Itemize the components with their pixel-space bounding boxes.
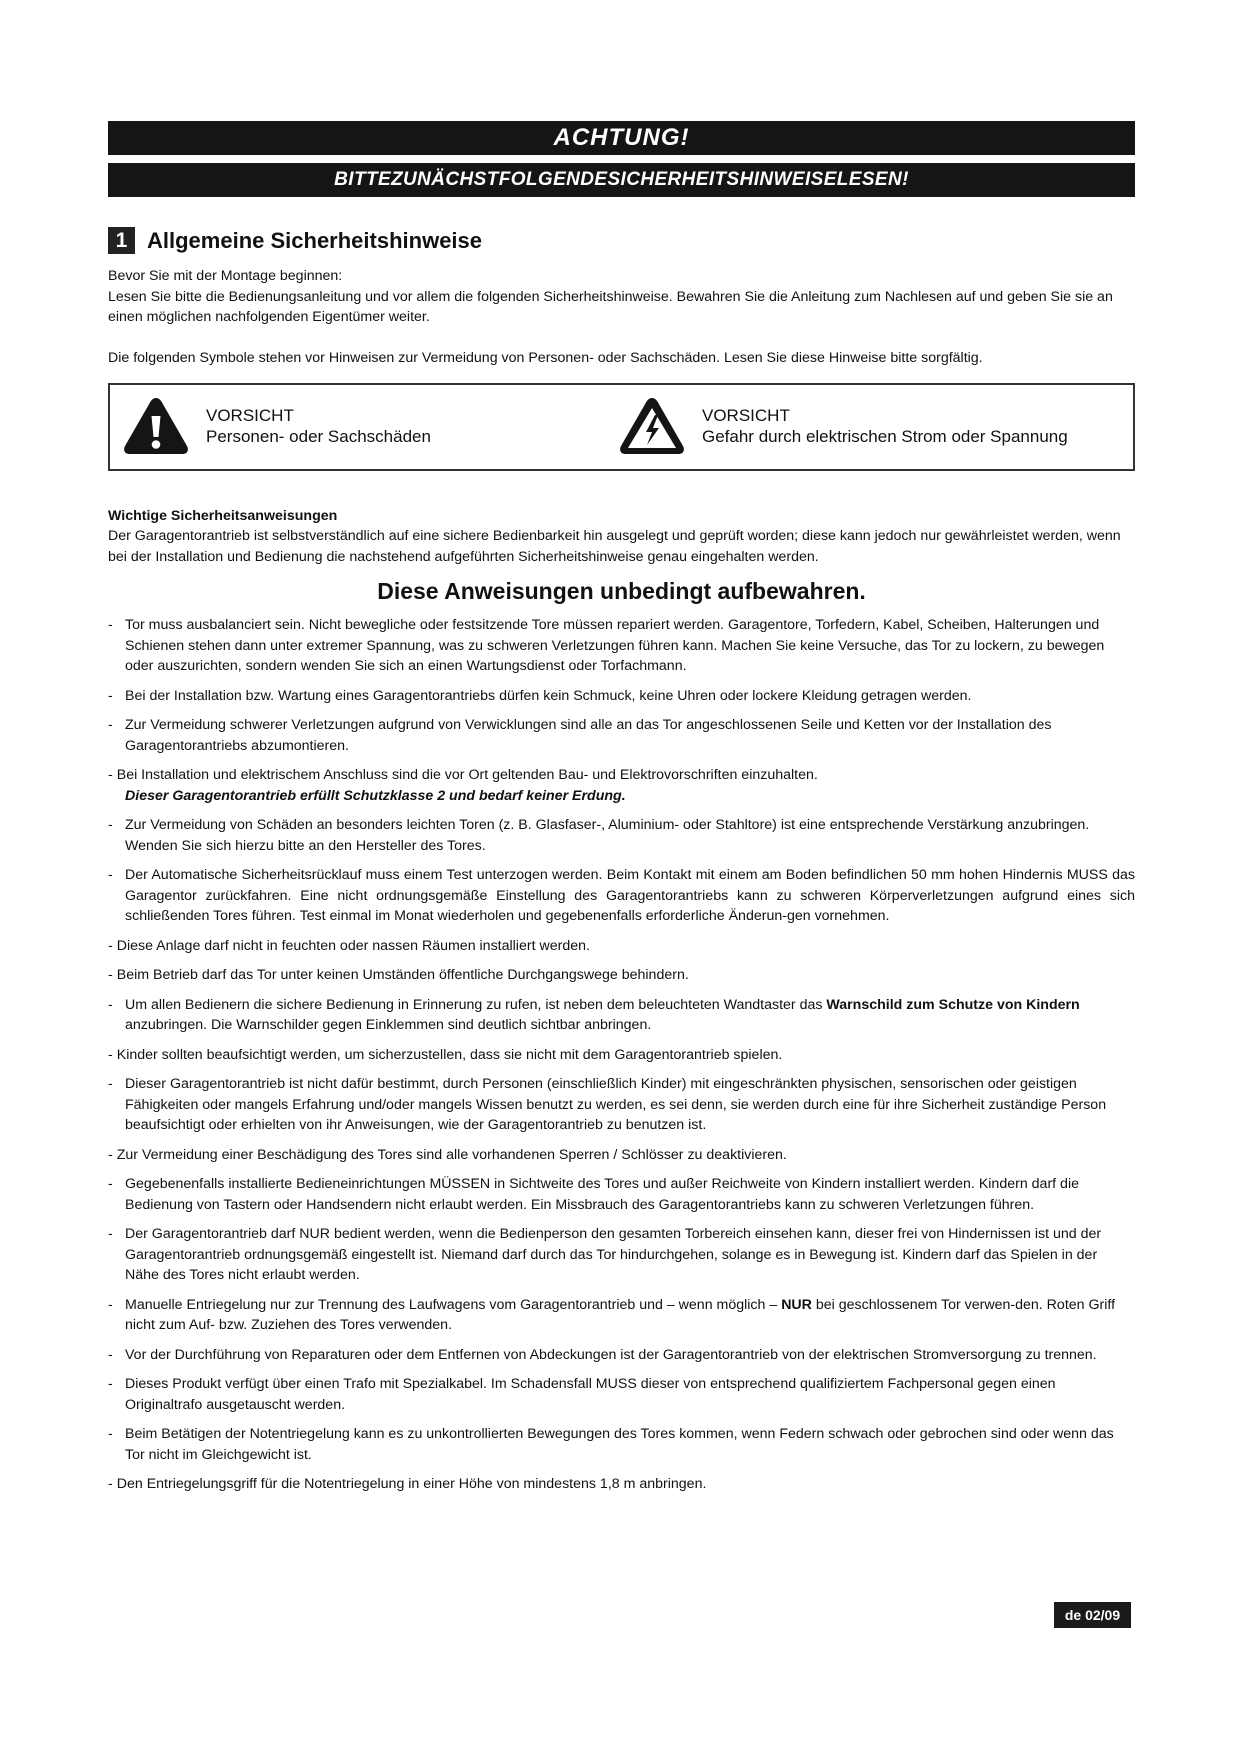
safety-rules-list — [108, 615, 1135, 1495]
section-number: 1 — [108, 227, 135, 254]
warning-electric-text: Gefahr durch elektrischen Strom oder Spannung — [702, 427, 1068, 446]
read-first-banner: BITTEZUNÄCHSTFOLGENDESICHERHEITSHINWEISELESEN! — [108, 163, 1135, 197]
warning-caution — [122, 395, 431, 457]
list-item: - Zur Vermeidung einer Beschädigung des Tores sind alle vorhandenen Sperren / Schlösser zu deaktivieren. — [108, 1146, 787, 1163]
warning-electric — [618, 395, 1068, 457]
warning-caution-title: VORSICHT — [206, 406, 294, 425]
warning-symbols-box — [108, 383, 1135, 471]
list-item: - Zur Vermeidung von Schäden an besonders leichten Toren (z. B. Glasfaser-, Aluminium- oder Stahltore) ist eine entsprechende Verstärkung anzubringen. Wenden Sie sich hierzu bitte an den Hersteller des Tores. — [108, 817, 1090, 854]
list-item: - Der Automatische Sicherheitsrücklauf muss einem Test unterzogen werden. Beim Kontakt mit einem am Boden befindlichen 50 mm hohen Hindernis MUSS das Garagentor zurückfahren. Eine nicht ordnungsgemäße Einstellung des Garagentorantriebs kann zu schweren Körperverletzungen aufgrund eines sich schließenden Tores führen. Test einmal im Monat wiederholen und gegebenenfalls erforderliche Änderun-gen vornehmen. — [108, 867, 1135, 924]
list-item: - Manuelle Entriegelung nur zur Trennung des Laufwagens vom Garagentorantrieb und – wenn möglich – NUR bei geschlossenem Tor verwen-den. Roten Griff nicht zum Auf- bzw. Zuziehen des Tores verwenden. — [108, 1296, 1116, 1333]
list-item: - Bei der Installation bzw. Wartung eines Garagentorantriebs dürfen kein Schmuck, keine Uhren oder lockere Kleidung getragen werden. — [108, 687, 972, 704]
list-item: - Vor der Durchführung von Reparaturen oder dem Entfernen von Abdeckungen ist der Garagentorantrieb von der elektrischen Stromversorgung zu trennen. — [108, 1346, 1097, 1363]
warning-electric-title: VORSICHT — [702, 406, 790, 425]
list-item: - Um allen Bedienern die sichere Bedienung in Erinnerung zu rufen, ist neben dem beleuchteten Wandtaster das Warnschild zum Schutze von Kindern anzubringen. Die Warnschilder gegen Einklemmen sind deutlich sichtbar anbringen. — [108, 996, 1080, 1033]
intro-block — [108, 266, 1135, 328]
list-item: - Tor muss ausbalanciert sein. Nicht bewegliche oder festsitzende Tore müssen repariert werden. Garagentore, Torfedern, Kabel, Scheiben, Halterungen und Schienen stehen dann unter extremer Spannung, was zu schweren Verletzungen führen kann. Machen Sie keine Versuche, das Tor zu lockern, zu bewegen oder auszurichten, sondern wenden Sie sich an einen Wartungsdienst oder Torfachmann. — [108, 617, 1105, 674]
achtung-banner: ACHTUNG! — [108, 121, 1135, 155]
warning-caution-text: Personen- oder Sachschäden — [206, 427, 431, 446]
intro-line-2: Lesen Sie bitte die Bedienungsanleitung und vor allem die folgenden Sicherheitshinweise. Bewahren Sie die Anleitung zum Nachlesen auf und geben Sie sie an einen möglichen nachfolgenden Eigentümer weiter. — [108, 288, 1113, 325]
list-item: - Dieses Produkt verfügt über einen Trafo mit Spezialkabel. Im Schadensfall MUSS dieser von entsprechend qualifiziertem Fachpersonal gegen einen Originaltrafo ausgetauscht werden. — [108, 1376, 1056, 1413]
list-item: - Bei Installation und elektrischem Anschluss sind die vor Ort geltenden Bau- und Elektrovorschriften einzuhalten. Dieser Garagentorantrieb erfüllt Schutzklasse 2 und bedarf keiner Erdung. — [108, 765, 1135, 806]
list-item: - Dieser Garagentorantrieb ist nicht dafür bestimmt, durch Personen (einschließlich Kinder) mit eingeschränkten physischen, sensorischen oder geistigen Fähigkeiten oder mangels Erfahrung und/oder mangels Wissen benutzt zu werden, es sei denn, sie werden durch eine für ihre Sicherheit zuständige Person beaufsichtigt oder erhielten von ihr Anweisungen, wie der Garagentorantrieb zu benutzen ist. — [108, 1076, 1107, 1133]
list-item: - Beim Betätigen der Notentriegelung kann es zu unkontrollierten Bewegungen des Tores kommen, wenn Federn schwach oder gebrochen sind oder wenn das Tor nicht im Gleichgewicht ist. — [108, 1426, 1114, 1463]
intro-line-1: Bevor Sie mit der Montage beginnen: — [108, 268, 343, 284]
list-item: - Kinder sollten beaufsichtigt werden, um sicherzustellen, dass sie nicht mit dem Garagentorantrieb spielen. — [108, 1046, 783, 1063]
important-title: Wichtige Sicherheitsanweisungen — [108, 508, 338, 524]
page-number-badge: de 02/09 — [1054, 1602, 1131, 1628]
section-title: Allgemeine Sicherheitshinweise — [147, 227, 483, 253]
electric-hazard-icon — [618, 395, 686, 457]
symbols-intro: Die folgenden Symbole stehen vor Hinweisen zur Vermeidung von Personen- oder Sachschäden. Lesen Sie diese Hinweise bitte sorgfältig. — [108, 349, 983, 366]
important-body: Der Garagentorantrieb ist selbstverständlich auf eine sichere Bedienbarkeit hin ausgelegt und geprüft worden; diese kann jedoch nur gewährleistet werden, wenn bei der Installation und Bedienung die nachstehend aufgeführten Sicherheitshinweise genau eingehalten werden. — [108, 528, 1121, 565]
keep-instructions-heading: Diese Anweisungen unbedingt aufbewahren. — [377, 578, 866, 604]
list-item: - Der Garagentorantrieb darf NUR bedient werden, wenn die Bedienperson den gesamten Torbereich einsehen kann, dieser frei von Hindernissen ist und der Garagentorantrieb ordnungsgemäß eingestellt ist. Niemand darf durch das Tor hindurchgehen, solange es in Bewegung ist. Kindern darf das Spielen in der Nähe des Tores nicht erlaubt werden. — [108, 1226, 1102, 1283]
list-item: - Beim Betrieb darf das Tor unter keinen Umständen öffentliche Durchgangswege behindern. — [108, 967, 689, 983]
document-page — [108, 121, 1135, 1504]
list-item: - Diese Anlage darf nicht in feuchten oder nassen Räumen installiert werden. — [108, 937, 590, 954]
list-item: - Gegebenenfalls installierte Bedieneinrichtungen MÜSSEN in Sichtweite des Tores und außer Reichweite von Kindern installiert werden. Kindern darf die Bedienung von Tastern oder Handsendern nicht erlaubt werden. Ein Missbrauch des Garagentorantriebs kann zu schweren Verletzungen führen. — [108, 1176, 1079, 1213]
list-item: - Den Entriegelungsgriff für die Notentriegelung in einer Höhe von mindestens 1,8 m anbringen. — [108, 1476, 707, 1492]
protection-class-note: Dieser Garagentorantrieb erfüllt Schutzklasse 2 und bedarf keiner Erdung. — [125, 787, 626, 804]
section-heading — [108, 227, 1135, 254]
exclamation-warning-icon — [122, 395, 190, 457]
list-item: - Zur Vermeidung schwerer Verletzungen aufgrund von Verwicklungen sind alle an das Tor angeschlossenen Seile und Ketten vor der Installation des Garagentorantriebs abzumontieren. — [108, 717, 1052, 754]
